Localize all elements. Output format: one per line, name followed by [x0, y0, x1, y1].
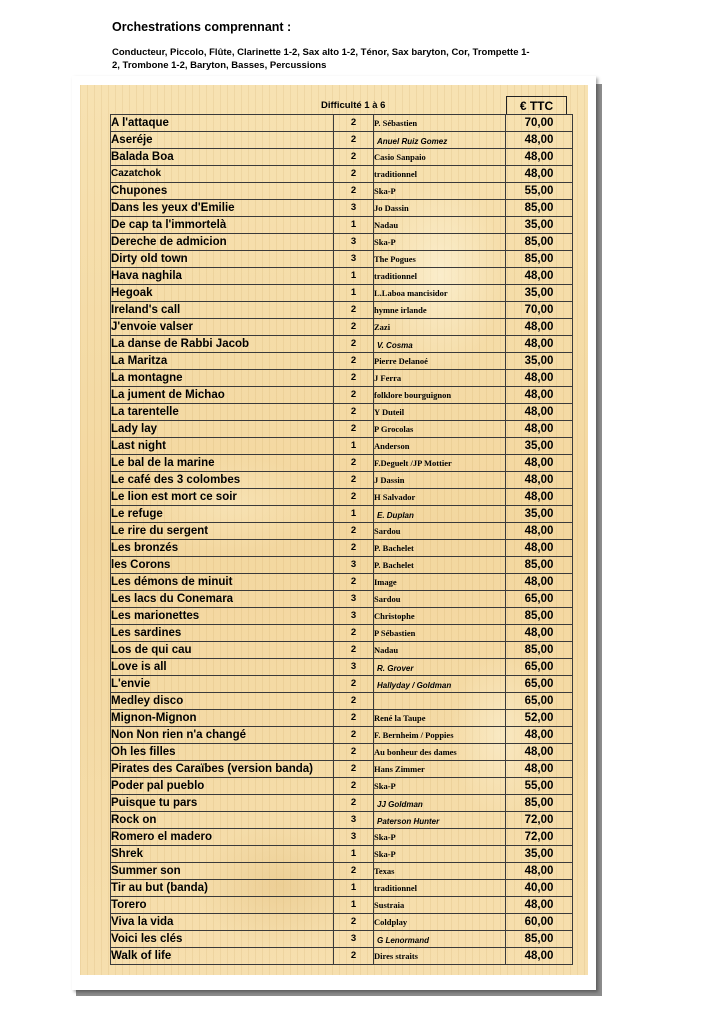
song-title: Hegoak [111, 285, 334, 302]
price-value: 65,00 [506, 676, 573, 693]
song-title: Le lion est mort ce soir [111, 489, 334, 506]
difficulty-value: 2 [334, 540, 374, 557]
difficulty-value: 2 [334, 727, 374, 744]
song-title: La tarentelle [111, 404, 334, 421]
author-name: Image [374, 574, 506, 591]
difficulty-value: 3 [334, 591, 374, 608]
price-value: 35,00 [506, 285, 573, 302]
table-row [111, 897, 573, 914]
song-title: Oh les filles [111, 744, 334, 761]
song-title: Balada Boa [111, 149, 334, 166]
song-title: Cazatchok [111, 166, 334, 183]
difficulty-value: 3 [334, 200, 374, 217]
table-row [111, 285, 573, 302]
table-row [111, 778, 573, 795]
song-title: La Maritza [111, 353, 334, 370]
price-value: 48,00 [506, 727, 573, 744]
table-row [111, 761, 573, 778]
table-row [111, 370, 573, 387]
author-name [374, 693, 506, 710]
author-name: P. Sébastien [374, 115, 506, 132]
difficulty-value: 2 [334, 914, 374, 931]
author-name: Ska-P [374, 778, 506, 795]
author-name: Hallyday / Goldman [374, 676, 506, 693]
price-value: 55,00 [506, 183, 573, 200]
difficulty-value: 2 [334, 795, 374, 812]
table-row [111, 353, 573, 370]
author-name: E. Duplan [374, 506, 506, 523]
price-value: 55,00 [506, 778, 573, 795]
song-title: Ireland's call [111, 302, 334, 319]
difficulty-value: 2 [334, 455, 374, 472]
song-title: Tir au but (banda) [111, 880, 334, 897]
table-row [111, 438, 573, 455]
difficulty-value: 2 [334, 370, 374, 387]
difficulty-value: 3 [334, 812, 374, 829]
difficulty-value: 2 [334, 353, 374, 370]
table-row [111, 217, 573, 234]
table-row [111, 132, 573, 149]
song-title: Torero [111, 897, 334, 914]
author-name: Sardou [374, 523, 506, 540]
price-value: 48,00 [506, 574, 573, 591]
author-name: Nadau [374, 217, 506, 234]
table-row [111, 183, 573, 200]
price-value: 48,00 [506, 387, 573, 404]
song-title: Non Non rien n'a changé [111, 727, 334, 744]
song-title: Summer son [111, 863, 334, 880]
difficulty-value: 2 [334, 115, 374, 132]
instrumentation-list: Conducteur, Piccolo, Flûte, Clarinette 1-2, Sax alto 1-2, Ténor, Sax baryton, Cor, Trompette 1-2, Trombone 1-2, Baryton, Basses, Percussions [112, 47, 530, 71]
price-value: 48,00 [506, 268, 573, 285]
price-value: 48,00 [506, 149, 573, 166]
song-title: Romero el madero [111, 829, 334, 846]
price-value: 48,00 [506, 744, 573, 761]
table-row [111, 829, 573, 846]
price-value: 65,00 [506, 659, 573, 676]
author-name: Anderson [374, 438, 506, 455]
difficulty-value: 2 [334, 676, 374, 693]
price-value: 72,00 [506, 812, 573, 829]
author-name: H Salvador [374, 489, 506, 506]
song-title: Le café des 3 colombes [111, 472, 334, 489]
price-value: 48,00 [506, 489, 573, 506]
table-row [111, 642, 573, 659]
table-row [111, 710, 573, 727]
price-table [110, 114, 573, 965]
price-value: 72,00 [506, 829, 573, 846]
difficulty-value: 2 [334, 523, 374, 540]
song-title: Les bronzés [111, 540, 334, 557]
price-value: 85,00 [506, 931, 573, 948]
difficulty-value: 2 [334, 489, 374, 506]
price-value: 48,00 [506, 455, 573, 472]
price-value: 85,00 [506, 251, 573, 268]
table-row [111, 693, 573, 710]
difficulty-value: 1 [334, 438, 374, 455]
price-value: 48,00 [506, 761, 573, 778]
author-name: Ska-P [374, 234, 506, 251]
table-row [111, 268, 573, 285]
difficulty-value: 3 [334, 829, 374, 846]
difficulty-value: 1 [334, 268, 374, 285]
page-title: Orchestrations comprennant : [112, 20, 292, 34]
difficulty-value: 2 [334, 693, 374, 710]
price-value: 48,00 [506, 523, 573, 540]
difficulty-value: 2 [334, 149, 374, 166]
difficulty-value: 2 [334, 336, 374, 353]
table-row [111, 795, 573, 812]
price-value: 40,00 [506, 880, 573, 897]
author-name: P Grocolas [374, 421, 506, 438]
difficulty-value: 2 [334, 778, 374, 795]
table-row [111, 744, 573, 761]
price-value: 48,00 [506, 540, 573, 557]
price-value: 48,00 [506, 948, 573, 965]
difficulty-value: 2 [334, 319, 374, 336]
price-header: € TTC [506, 96, 567, 114]
difficulty-value: 2 [334, 761, 374, 778]
price-value: 35,00 [506, 438, 573, 455]
difficulty-value: 2 [334, 625, 374, 642]
table-row [111, 540, 573, 557]
price-value: 35,00 [506, 353, 573, 370]
price-value: 48,00 [506, 897, 573, 914]
table-row [111, 608, 573, 625]
author-name: L.Laboa mancisidor [374, 285, 506, 302]
table-row [111, 455, 573, 472]
difficulty-value: 3 [334, 659, 374, 676]
author-name: P. Bachelet [374, 540, 506, 557]
price-value: 85,00 [506, 557, 573, 574]
difficulty-value: 1 [334, 285, 374, 302]
difficulty-value: 1 [334, 880, 374, 897]
song-title: De cap ta l'immortelà [111, 217, 334, 234]
author-name: traditionnel [374, 268, 506, 285]
table-row [111, 166, 573, 183]
difficulty-value: 2 [334, 183, 374, 200]
author-name: G Lenormand [374, 931, 506, 948]
table-row [111, 115, 573, 132]
difficulty-value: 2 [334, 132, 374, 149]
table-row [111, 506, 573, 523]
author-name: hymne irlande [374, 302, 506, 319]
song-title: Los de qui cau [111, 642, 334, 659]
table-row [111, 625, 573, 642]
price-value: 85,00 [506, 200, 573, 217]
author-name: F.Deguelt /JP Mottier [374, 455, 506, 472]
author-name: Y Duteil [374, 404, 506, 421]
price-value: 52,00 [506, 710, 573, 727]
table-row [111, 336, 573, 353]
author-name: Hans Zimmer [374, 761, 506, 778]
song-title: Les démons de minuit [111, 574, 334, 591]
difficulty-value: 3 [334, 557, 374, 574]
table-row [111, 234, 573, 251]
song-title: Les marionettes [111, 608, 334, 625]
table-row [111, 251, 573, 268]
author-name: Dires straits [374, 948, 506, 965]
author-name: Christophe [374, 608, 506, 625]
difficulty-value: 2 [334, 472, 374, 489]
song-title: La montagne [111, 370, 334, 387]
table-row [111, 387, 573, 404]
author-name: Coldplay [374, 914, 506, 931]
author-name: Casio Sanpaio [374, 149, 506, 166]
author-name: P Sébastien [374, 625, 506, 642]
table-row [111, 574, 573, 591]
author-name: R. Grover [374, 659, 506, 676]
difficulty-value: 2 [334, 302, 374, 319]
table-row [111, 863, 573, 880]
song-title: Mignon-Mignon [111, 710, 334, 727]
difficulty-value: 1 [334, 897, 374, 914]
author-name: Sustraia [374, 897, 506, 914]
author-name: traditionnel [374, 166, 506, 183]
difficulty-value: 2 [334, 710, 374, 727]
table-row [111, 523, 573, 540]
author-name: Zazi [374, 319, 506, 336]
price-value: 48,00 [506, 132, 573, 149]
song-title: Aseréje [111, 132, 334, 149]
song-title: Poder pal pueblo [111, 778, 334, 795]
table-row [111, 404, 573, 421]
table-row [111, 727, 573, 744]
table-row [111, 676, 573, 693]
price-value: 48,00 [506, 336, 573, 353]
price-value: 48,00 [506, 472, 573, 489]
table-row [111, 302, 573, 319]
price-value: 35,00 [506, 506, 573, 523]
difficulty-value: 3 [334, 234, 374, 251]
author-name: Ska-P [374, 183, 506, 200]
song-title: Pirates des Caraïbes (version banda) [111, 761, 334, 778]
song-title: Rock on [111, 812, 334, 829]
author-name: V. Cosma [374, 336, 506, 353]
table-row [111, 319, 573, 336]
song-title: Shrek [111, 846, 334, 863]
table-row [111, 421, 573, 438]
song-title: Puisque tu pars [111, 795, 334, 812]
price-value: 65,00 [506, 693, 573, 710]
song-title: Love is all [111, 659, 334, 676]
song-title: Dereche de admicion [111, 234, 334, 251]
author-name: Pierre Delanoé [374, 353, 506, 370]
song-title: La danse de Rabbi Jacob [111, 336, 334, 353]
song-title: Last night [111, 438, 334, 455]
price-value: 48,00 [506, 404, 573, 421]
song-title: Dirty old town [111, 251, 334, 268]
table-row [111, 914, 573, 931]
difficulty-value: 2 [334, 574, 374, 591]
difficulty-value: 2 [334, 404, 374, 421]
difficulty-header: Difficulté 1 à 6 [321, 100, 386, 111]
table-row [111, 931, 573, 948]
table-row [111, 846, 573, 863]
difficulty-value: 3 [334, 251, 374, 268]
song-title: Les lacs du Conemara [111, 591, 334, 608]
author-name: Anuel Ruiz Gomez [374, 132, 506, 149]
song-title: Lady lay [111, 421, 334, 438]
table-row [111, 557, 573, 574]
difficulty-value: 1 [334, 846, 374, 863]
song-title: Hava naghila [111, 268, 334, 285]
price-value: 60,00 [506, 914, 573, 931]
author-name: Jo Dassin [374, 200, 506, 217]
author-name: JJ Goldman [374, 795, 506, 812]
difficulty-value: 3 [334, 931, 374, 948]
author-name: folklore bourguignon [374, 387, 506, 404]
song-title: Medley disco [111, 693, 334, 710]
song-title: Les sardines [111, 625, 334, 642]
author-name: J Dassin [374, 472, 506, 489]
table-row [111, 948, 573, 965]
table-row [111, 880, 573, 897]
price-value: 48,00 [506, 625, 573, 642]
song-title: L'envie [111, 676, 334, 693]
price-value: 48,00 [506, 863, 573, 880]
song-title: Le bal de la marine [111, 455, 334, 472]
price-value: 35,00 [506, 217, 573, 234]
price-value: 48,00 [506, 370, 573, 387]
table-row [111, 659, 573, 676]
difficulty-value: 2 [334, 948, 374, 965]
price-value: 85,00 [506, 234, 573, 251]
price-value: 70,00 [506, 115, 573, 132]
song-title: Dans les yeux d'Emilie [111, 200, 334, 217]
author-name: traditionnel [374, 880, 506, 897]
song-title: Le refuge [111, 506, 334, 523]
difficulty-value: 2 [334, 387, 374, 404]
price-value: 70,00 [506, 302, 573, 319]
price-value: 65,00 [506, 591, 573, 608]
song-title: Chupones [111, 183, 334, 200]
author-name: Sardou [374, 591, 506, 608]
difficulty-value: 1 [334, 506, 374, 523]
author-name: Au bonheur des dames [374, 744, 506, 761]
difficulty-value: 1 [334, 217, 374, 234]
table-row [111, 200, 573, 217]
author-name: F. Bernheim / Poppies [374, 727, 506, 744]
table-row [111, 591, 573, 608]
author-name: Nadau [374, 642, 506, 659]
song-title: Voici les clés [111, 931, 334, 948]
song-title: A l'attaque [111, 115, 334, 132]
price-value: 35,00 [506, 846, 573, 863]
price-value: 48,00 [506, 166, 573, 183]
song-title: Le rire du sergent [111, 523, 334, 540]
difficulty-value: 2 [334, 166, 374, 183]
price-value: 48,00 [506, 421, 573, 438]
price-value: 48,00 [506, 319, 573, 336]
price-value: 85,00 [506, 795, 573, 812]
author-name: Texas [374, 863, 506, 880]
table-row [111, 489, 573, 506]
table-row [111, 472, 573, 489]
song-title: Walk of life [111, 948, 334, 965]
table-row [111, 812, 573, 829]
author-name: Ska-P [374, 846, 506, 863]
song-title: J'envoie valser [111, 319, 334, 336]
song-title: Viva la vida [111, 914, 334, 931]
song-title: La jument de Michao [111, 387, 334, 404]
song-title: les Corons [111, 557, 334, 574]
author-name: J Ferra [374, 370, 506, 387]
price-value: 85,00 [506, 608, 573, 625]
difficulty-value: 2 [334, 863, 374, 880]
author-name: The Pogues [374, 251, 506, 268]
author-name: René la Taupe [374, 710, 506, 727]
author-name: P. Bachelet [374, 557, 506, 574]
author-name: Paterson Hunter [374, 812, 506, 829]
difficulty-value: 2 [334, 744, 374, 761]
author-name: Ska-P [374, 829, 506, 846]
difficulty-value: 3 [334, 608, 374, 625]
difficulty-value: 2 [334, 421, 374, 438]
price-value: 85,00 [506, 642, 573, 659]
table-row [111, 149, 573, 166]
difficulty-value: 2 [334, 642, 374, 659]
